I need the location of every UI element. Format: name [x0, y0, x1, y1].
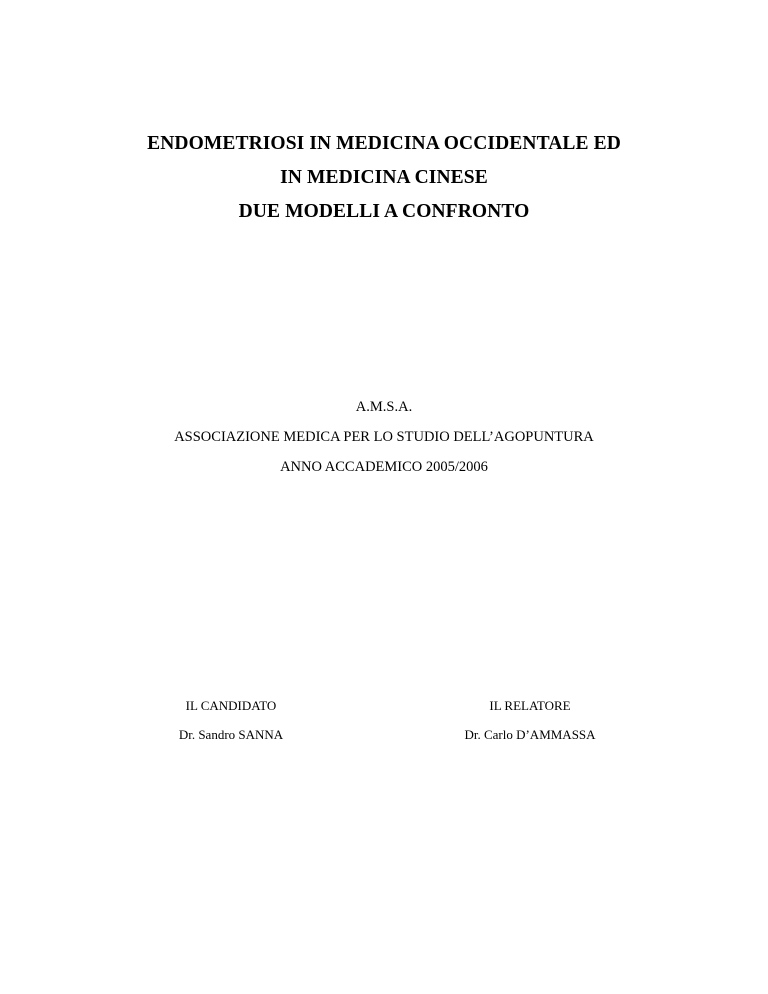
title-line-1: ENDOMETRIOSI IN MEDICINA OCCIDENTALE ED: [147, 133, 621, 154]
thesis-title: [0, 132, 768, 234]
supervisor-name: Dr. Carlo D’AMMASSA: [464, 727, 596, 742]
candidate-role: IL CANDIDATO: [185, 698, 277, 713]
organization-block: [0, 398, 768, 488]
organization-acronym: A.M.S.A.: [355, 399, 413, 415]
academic-year: ANNO ACCADEMICO 2005/2006: [280, 459, 488, 475]
candidate-name: Dr. Sandro SANNA: [178, 727, 284, 742]
candidate-block: [111, 698, 351, 756]
supervisor-role: IL RELATORE: [489, 698, 571, 713]
supervisor-block: [410, 698, 650, 756]
title-line-3: DUE MODELLI A CONFRONTO: [238, 201, 530, 222]
organization-name: ASSOCIAZIONE MEDICA PER LO STUDIO DELL’AGOPUNTURA: [174, 429, 594, 445]
title-line-2: IN MEDICINA CINESE: [280, 167, 488, 188]
